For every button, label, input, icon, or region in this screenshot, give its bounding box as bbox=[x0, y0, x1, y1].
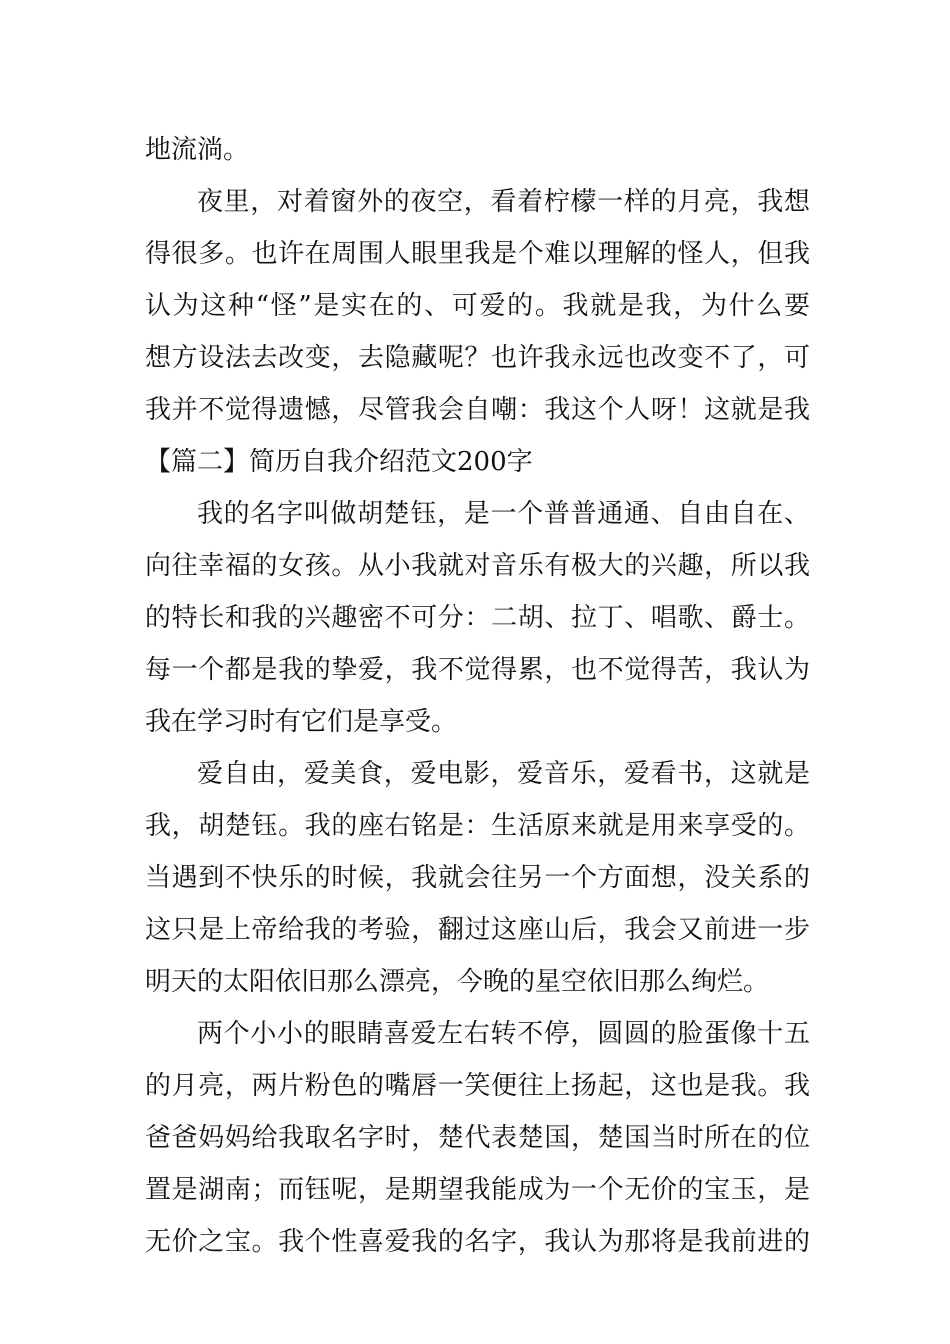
text-line: 认为这种“怪”是实在的、可爱的。我就是我，为什么要 bbox=[145, 291, 810, 321]
text-line: 置是湖南；而钰呢，是期望我能成为一个无价的宝玉，是 bbox=[145, 1175, 810, 1205]
paragraph-first-line: 爱自由，爱美食，爱电影，爱音乐，爱看书，这就是 bbox=[197, 759, 810, 789]
text-line: 我在学习时有它们是享受。 bbox=[145, 707, 458, 737]
text-line: 这只是上帝给我的考验，翻过这座山后，我会又前进一步 bbox=[145, 915, 810, 945]
text-line: 的月亮，两片粉色的嘴唇一笑便往上扬起，这也是我。我 bbox=[145, 1071, 810, 1101]
document-body bbox=[145, 124, 810, 1268]
text-line: 当遇到不快乐的时候，我就会往另一个方面想，没关系的 bbox=[145, 863, 810, 893]
text-line: 地流淌。 bbox=[145, 135, 250, 165]
section-heading: 【篇二】简历自我介绍范文200字 bbox=[145, 447, 533, 477]
text-line: 得很多。也许在周围人眼里我是个难以理解的怪人，但我 bbox=[145, 239, 810, 269]
text-line: 我并不觉得遗憾，尽管我会自嘲：我这个人呀！这就是我 bbox=[145, 395, 810, 425]
text-line: 爸爸妈妈给我取名字时，楚代表楚国，楚国当时所在的位 bbox=[145, 1123, 810, 1153]
text-line: 每一个都是我的挚爱，我不觉得累，也不觉得苦，我认为 bbox=[145, 655, 810, 685]
text-line: 明天的太阳依旧那么漂亮，今晚的星空依旧那么绚烂。 bbox=[145, 967, 770, 997]
paragraph-first-line: 夜里，对着窗外的夜空，看着柠檬一样的月亮，我想 bbox=[197, 187, 810, 217]
paragraph-first-line: 两个小小的眼睛喜爱左右转不停，圆圆的脸蛋像十五 bbox=[197, 1019, 810, 1049]
text-line: 的特长和我的兴趣密不可分：二胡、拉丁、唱歌、爵士。 bbox=[145, 603, 810, 633]
text-line: 向往幸福的女孩。从小我就对音乐有极大的兴趣，所以我 bbox=[145, 551, 810, 581]
text-line: 想方设法去改变，去隐藏呢？也许我永远也改变不了，可 bbox=[145, 343, 810, 373]
text-line: 无价之宝。我个性喜爱我的名字，我认为那将是我前进的 bbox=[145, 1227, 810, 1257]
text-line: 我，胡楚钰。我的座右铭是：生活原来就是用来享受的。 bbox=[145, 811, 810, 841]
paragraph-first-line: 我的名字叫做胡楚钰，是一个普普通通、自由自在、 bbox=[197, 499, 810, 529]
